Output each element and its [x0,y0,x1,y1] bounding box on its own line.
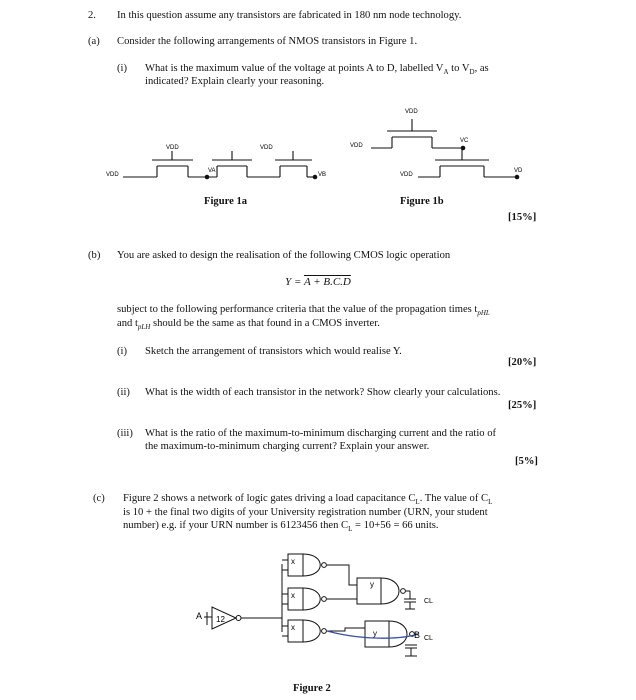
label-x: x [291,591,295,600]
criteria-line1: subject to the following performance criteria that the value of the propagation times $t_{pHL}$ [117,304,490,318]
part-c-label: (c) [93,493,105,504]
label-y: y [370,580,374,589]
part-a-text: Consider the following arrangements of NMOS transistors in Figure 1. [117,36,418,47]
vdd-label: VDD [350,143,363,149]
part-c-line1: Figure 2 shows a network of logic gates driving a load capacitance $C_L$. The value of $C_L$ [123,493,493,507]
part-a-label: (a) [88,36,100,47]
figure-1b-caption: Figure 1b [400,196,444,207]
part-a-i-line1: What is the maximum value of the voltage at points A to D, labelled $V_A$ to $V_D$, as [145,63,489,77]
label-b: B [414,630,421,640]
criteria-line2: and $t_{pLH}$ should be the same as that found in a CMOS inverter. [117,318,380,332]
part-b-ii-marks: [25%] [508,400,537,411]
label-x: x [291,623,295,632]
part-b-i-marks: [20%] [508,357,537,368]
part-b-iii-line2: the maximum-to-minimum charging current? Explain your answer. [145,441,430,452]
vdd-label: VDD [106,172,119,178]
label-12: 12 [216,615,225,624]
label-x: x [291,557,295,566]
label-cl: CL [424,635,433,642]
figure-2-caption: Figure 2 [293,683,331,694]
question-number: 2. [88,10,96,21]
vd-label: VD [514,168,523,174]
va-label: VA [208,168,216,174]
part-b-ii-text: What is the width of each transistor in the network? Show clearly your calculations. [145,387,501,398]
part-b-iii-label: (iii) [117,428,133,439]
label-y: y [373,629,377,638]
part-b-iii-marks: [5%] [515,456,538,467]
part-c-line3: number) e.g. if your URN number is 6123456 then $C_L = 10+56 = 66$ units. [123,520,439,534]
vdd-label: VDD [400,172,413,178]
part-b-text: You are asked to design the realisation of the following CMOS logic operation [117,250,451,261]
vb-label: VB [318,172,327,178]
part-a-marks: [15%] [508,212,537,223]
part-c-line2: is 10 + the final two digits of your University registration number (URN, your student [123,507,488,518]
vdd-label: VDD [405,109,418,115]
vdd-label: VDD [260,145,273,151]
part-b-ii-label: (ii) [117,387,130,398]
label-a: A [196,611,203,621]
vdd-label: VDD [166,145,179,151]
part-b-i-label: (i) [117,346,127,357]
part-a-i-line2: indicated? Explain clearly your reasoning. [145,76,325,87]
part-a-i-label: (i) [117,63,127,74]
part-b-label: (b) [88,250,101,261]
figure-1a-caption: Figure 1a [204,196,248,207]
label-cl: CL [424,598,433,605]
part-b-i-text: Sketch the arrangement of transistors which would realise Y. [145,346,402,357]
question-intro: In this question assume any transistors are fabricated in 180 nm node technology. [117,10,462,21]
vc-label: VC [460,138,469,144]
part-b-iii-line1: What is the ratio of the maximum-to-minimum discharging current and the ratio of [145,428,497,439]
logic-equation: Y = A + B.C.D [285,276,351,288]
